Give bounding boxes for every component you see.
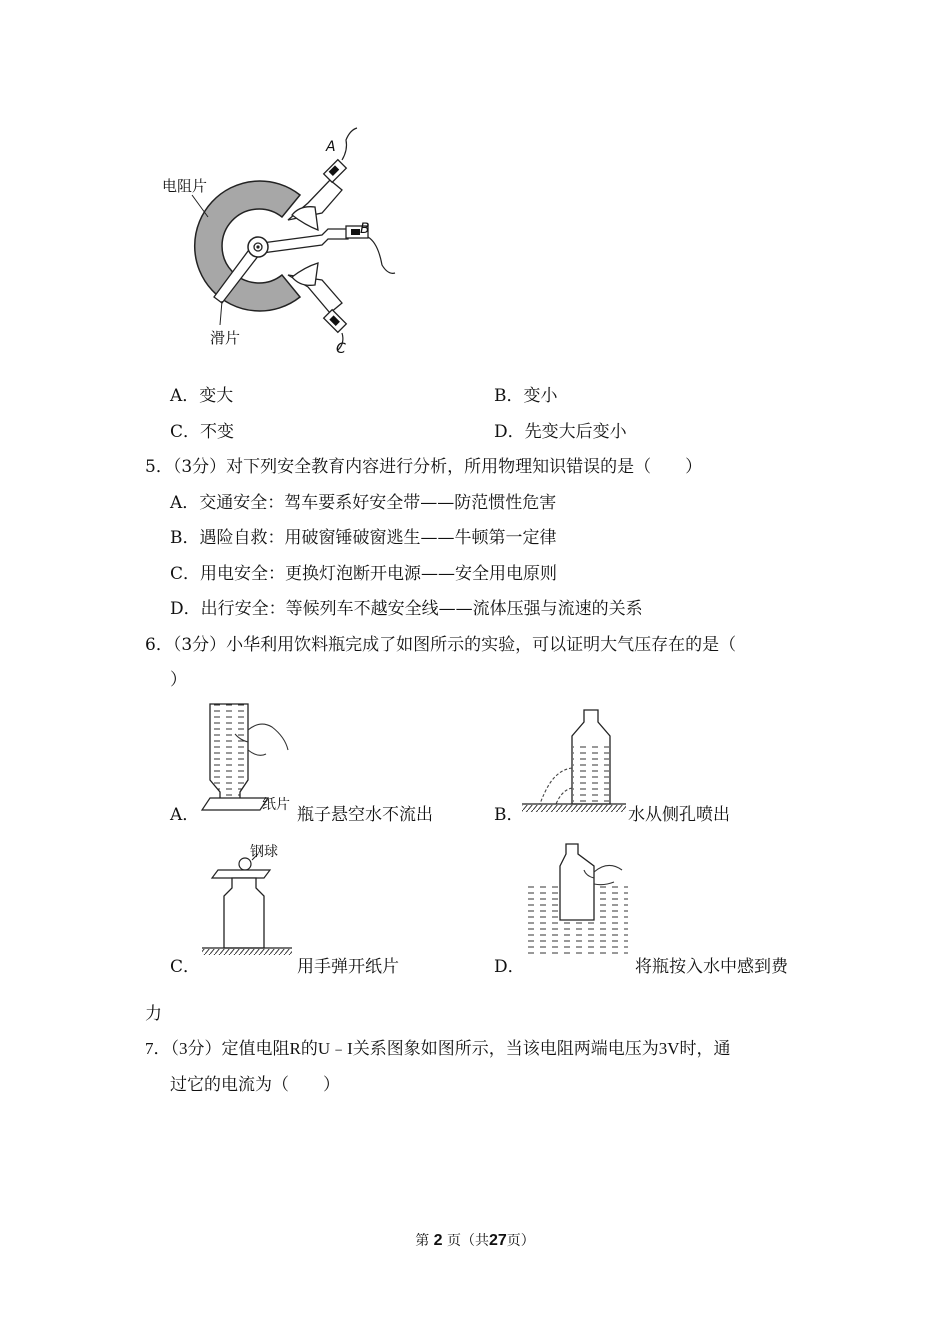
q7-stem-line2: 过它的电流为（ ） [170,1075,340,1095]
q4-option-a[interactable]: A．变大 [170,386,234,406]
q6-label-paper: 纸片 [262,797,290,813]
q6-figure-a [200,702,300,817]
q5-option-a[interactable]: A．交通安全：驾车要系好安全带——防范惯性危害 [170,493,557,513]
q7-stem-line1: 7．（3分）定值电阻R的U﹣I关系图象如图所示，当该电阻两端电压为3V时，通 [145,1039,731,1058]
q4-option-c[interactable]: C．不变 [170,422,235,442]
label-slider: 滑片 [210,329,241,347]
label-resistor: 电阻片 [162,177,208,195]
potentiometer-figure [150,125,410,360]
page-footer: 第 2 页（共27页） [415,1232,535,1249]
q5-stem: 5．（3分）对下列安全教育内容进行分析，所用物理知识错误的是（ ） [145,457,703,477]
q6-option-c-letter[interactable]: C． [170,957,201,977]
q6-stem-line2: ） [170,670,187,690]
q6-figure-c [200,840,300,955]
label-B: B [360,221,370,237]
page-number: 2 [433,1232,443,1249]
q6-wrap-text: 力 [145,1004,162,1024]
q6-option-c-text: 用手弹开纸片 [297,957,399,977]
q6-option-a-text: 瓶子悬空水不流出 [297,805,433,825]
q5-option-d[interactable]: D．出行安全：等候列车不越安全线——流体压强与流速的关系 [170,599,643,619]
q6-option-d-letter[interactable]: D． [494,957,525,977]
q4-option-b[interactable]: B．变小 [494,386,558,406]
q4-option-d[interactable]: D．先变大后变小 [494,422,627,442]
q6-option-b-text: 水从侧孔喷出 [628,805,730,825]
q6-option-a-letter[interactable]: A． [170,805,200,825]
page-total: 27 [489,1232,507,1249]
q6-figure-b [518,708,630,818]
label-C: C [336,341,346,357]
q6-label-ball: 钢球 [250,844,278,860]
q5-option-b[interactable]: B．遇险自救：用破窗锤破窗逃生——牛顿第一定律 [170,528,557,548]
q6-option-b-letter[interactable]: B． [494,805,524,825]
q6-option-d-text: 将瓶按入水中感到费 [635,957,788,977]
q5-option-c[interactable]: C．用电安全：更换灯泡断开电源——安全用电原则 [170,564,558,584]
q6-figure-d [526,842,632,962]
label-A: A [326,139,336,155]
q6-stem-line1: 6．（3分）小华利用饮料瓶完成了如图所示的实验，可以证明大气压存在的是（ [145,635,737,655]
